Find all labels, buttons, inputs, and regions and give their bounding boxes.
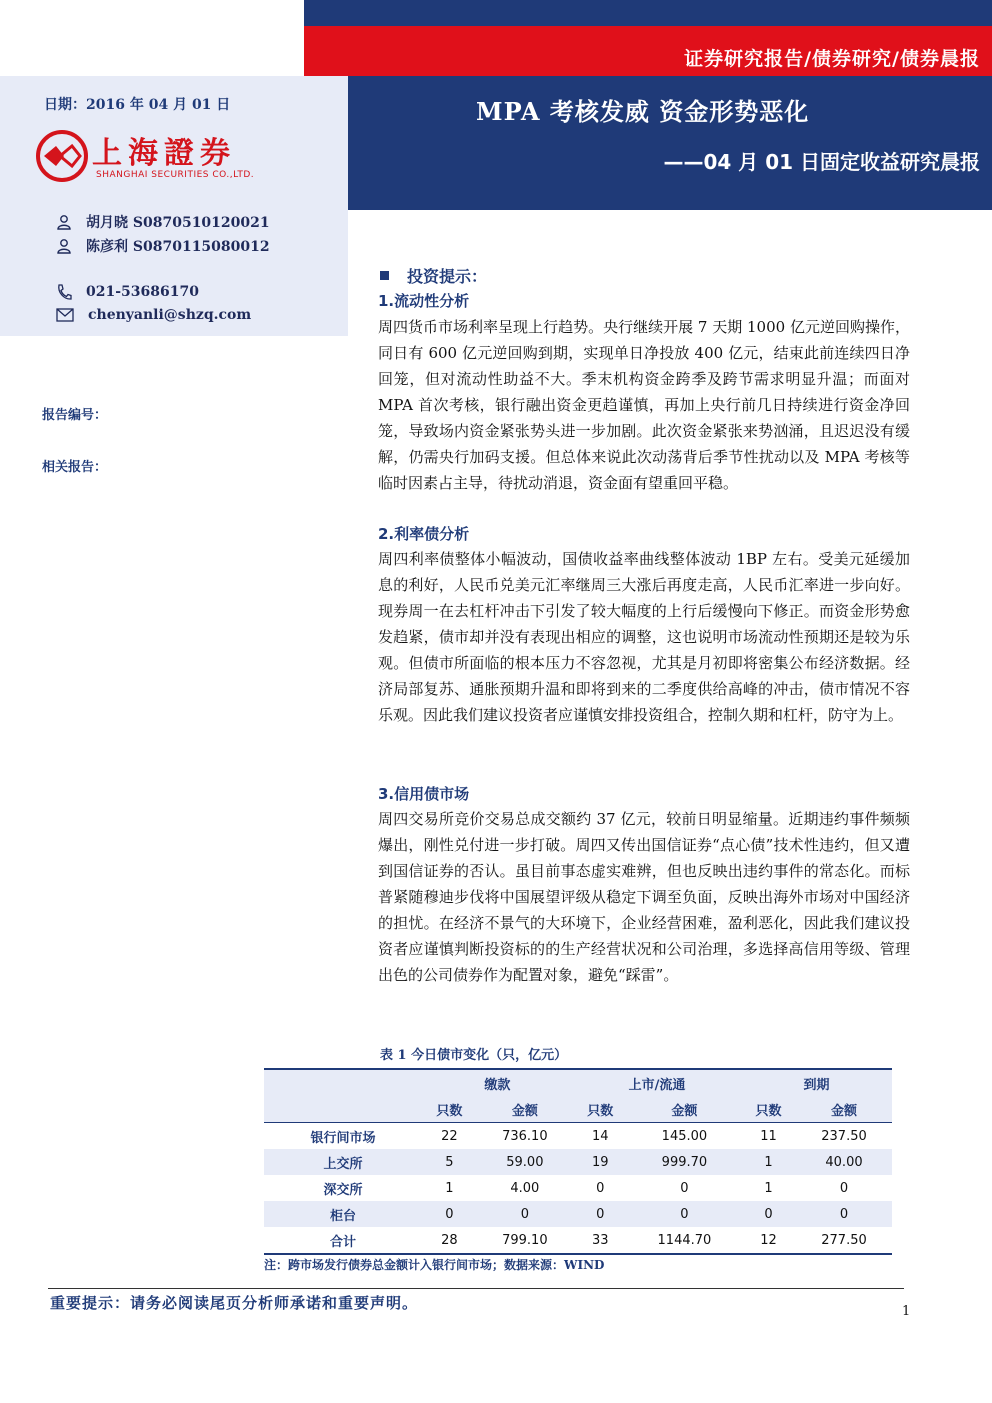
row-label: 柜台: [264, 1201, 422, 1227]
company-logo-text: 上海證券: [92, 136, 236, 171]
table-cell: 0: [573, 1201, 628, 1227]
email-icon: [56, 308, 74, 322]
report-date: 日期：2016 年 04 月 01 日: [44, 97, 231, 113]
section-text-liquidity: 周四货币市场利率呈现上行趋势。央行继续开展 7 天期 1000 亿元逆回购操作，同日有 600 亿元逆回购到期，实现单日净投放 400 亿元，结束此前连续四日净回笼，但对流动性助益不大。季末机构资金跨季及跨节需求明显升温；而面对 MPA 首次考核，银行融出资金更趋谨慎，再加上央行前几日持续进行资金净回笼，导致场内资金紧张势头进一步加剧。此次资金紧张来势汹涌，且迟迟没有缓解，仍需央行加码支援。但总体来说此次动荡背后季节性扰动以及 MPA 考核等临时因素占主导，待扰动消退，资金面有望重回平稳。: [378, 318, 910, 492]
analyst-2: [56, 236, 270, 256]
table-cell: 22: [422, 1123, 477, 1150]
table-cell: 19: [573, 1149, 628, 1175]
table-cell: 40.00: [796, 1149, 892, 1175]
group-header: 到期: [741, 1069, 892, 1096]
sub-header: 金额: [628, 1096, 741, 1123]
company-logo-english: SHANGHAI SECURITIES CO.,LTD.: [96, 170, 255, 180]
email-contact[interactable]: [56, 307, 251, 323]
analyst-1: [56, 212, 270, 232]
phone-contact: [56, 283, 199, 301]
table-row: [264, 1175, 892, 1201]
bond-market-table: [264, 1068, 892, 1255]
analyst-name: 陈彦利 S0870115080012: [86, 239, 270, 255]
related-reports-label: 相关报告：: [42, 460, 108, 475]
table-cell: 33: [573, 1227, 628, 1254]
table-cell: 0: [839, 1180, 849, 1196]
footer-divider: [48, 1288, 904, 1289]
table-cell: 0: [596, 1180, 605, 1196]
report-title: MPA 考核发威 资金形势恶化: [476, 97, 810, 126]
row-label: 上交所: [264, 1149, 422, 1175]
table-cell: 1: [445, 1180, 454, 1196]
person-icon: [56, 214, 72, 230]
investment-tips-heading: [380, 264, 487, 287]
table-cell: 145.00: [628, 1123, 741, 1150]
sub-header: 只数: [741, 1096, 796, 1123]
table-sub-header-row: [264, 1096, 892, 1123]
sub-header: 金额: [477, 1096, 573, 1123]
table-cell: 0: [796, 1201, 892, 1227]
table-cell: 11: [741, 1123, 796, 1150]
person-icon: [56, 238, 72, 254]
table-total-row: [264, 1227, 892, 1254]
table-cell: 237.50: [796, 1123, 892, 1150]
phone-icon: [56, 283, 72, 301]
investment-tips-label: 投资提示：: [407, 267, 488, 286]
table-cell: 4.00: [510, 1180, 540, 1196]
table-cell: 999.70: [628, 1149, 741, 1175]
group-header: 上市/流通: [573, 1069, 741, 1096]
table-cell: 277.50: [796, 1227, 892, 1254]
analyst-name: 胡月晓 S0870510120021: [86, 215, 270, 231]
table-cell: 0: [422, 1201, 477, 1227]
table-cell: 1: [764, 1180, 773, 1196]
section-heading-rates: 2.利率债分析: [378, 525, 470, 543]
sub-header: 金额: [796, 1096, 892, 1123]
table-caption: 表 1 今日债市变化（只，亿元）: [380, 1048, 568, 1063]
email-address[interactable]: chenyanli@shzq.com: [88, 307, 252, 323]
page-number: 1: [902, 1304, 911, 1319]
table-cell: 28: [422, 1227, 477, 1254]
table-corner-cell: [264, 1096, 422, 1123]
table-cell: 1: [741, 1149, 796, 1175]
section-text-credit: 周四交易所竞价交易总成交额约 37 亿元，较前日明显缩量。近期违约事件频频爆出，刚性兑付进一步打破。周四又传出国信证券“点心债”技术性违约，但又遭到国信证券的否认。虽目前事态虚实难辨，但也反映出违约事件的常态化。而标普紧随穆迪步伐将中国展望评级从稳定下调至负面，反映出海外市场对中国经济的担忧。在经济不景气的大环境下，企业经营困难，盈利恶化，因此我们建议投资者应谨慎判断投资标的的生产经营状况和公司治理，多选择高信用等级、管理出色的公司债券作为配置对象，避免“踩雷”。: [378, 810, 910, 984]
report-category: 证券研究报告/债券研究/债券晨报: [684, 48, 980, 70]
section-heading-liquidity: 1.流动性分析: [378, 292, 470, 310]
section-heading-credit: 3.信用债市场: [378, 785, 470, 803]
table-cell: 12: [741, 1227, 796, 1254]
footer-disclaimer: 重要提示：请务必阅读尾页分析师承诺和重要声明。: [50, 1294, 419, 1312]
table-cell: 736.10: [477, 1123, 573, 1150]
row-label: 银行间市场: [264, 1123, 422, 1150]
table-row: [264, 1149, 892, 1175]
table-row: [264, 1201, 892, 1227]
table-corner-cell: [264, 1069, 422, 1096]
table-cell: 14: [573, 1123, 628, 1150]
table-cell: 59.00: [477, 1149, 573, 1175]
table-cell: 799.10: [477, 1227, 573, 1254]
header-top-band: [304, 0, 992, 26]
table-cell: 0: [680, 1180, 689, 1196]
phone-number: 021-53686170: [86, 284, 199, 300]
row-label: 合计: [264, 1227, 422, 1254]
table-row: [264, 1123, 892, 1150]
report-subtitle: ——04 月 01 日固定收益研究晨报: [663, 150, 980, 174]
sub-header: 只数: [573, 1096, 628, 1123]
table-cell: 5: [422, 1149, 477, 1175]
table-note: 注：跨市场发行债券总金额计入银行间市场；数据来源：WIND: [264, 1258, 605, 1272]
sub-header: 只数: [422, 1096, 477, 1123]
company-logo-icon: [34, 128, 90, 184]
square-bullet-icon: [380, 271, 389, 280]
table-cell: 0: [628, 1201, 741, 1227]
group-header: 缴款: [422, 1069, 573, 1096]
section-text-rates: 周四利率债整体小幅波动，国债收益率曲线整体波动 1BP 左右。受美元延缓加息的利好，人民币兑美元汇率继周三大涨后再度走高，人民币汇率进一步向好。现券周一在去杠杆冲击下引发了较大幅度的上行后缓慢向下修正。而资金形势愈发趋紧，债市却并没有表现出相应的调整，这也说明市场流动性预期还是较为乐观。但债市所面临的根本压力不容忽视，尤其是月初即将密集公布经济数据。经济局部复苏、通胀预期升温和即将到来的二季度供给高峰的冲击，债市情况不容乐观。因此我们建议投资者应谨慎安排投资组合，控制久期和杠杆，防守为上。: [378, 550, 910, 724]
table-group-header-row: [264, 1069, 892, 1096]
table-cell: 0: [741, 1201, 796, 1227]
table-cell: 1144.70: [628, 1227, 741, 1254]
table-cell: 0: [477, 1201, 573, 1227]
report-number-label: 报告编号：: [42, 408, 108, 423]
row-label: 深交所: [323, 1182, 363, 1198]
